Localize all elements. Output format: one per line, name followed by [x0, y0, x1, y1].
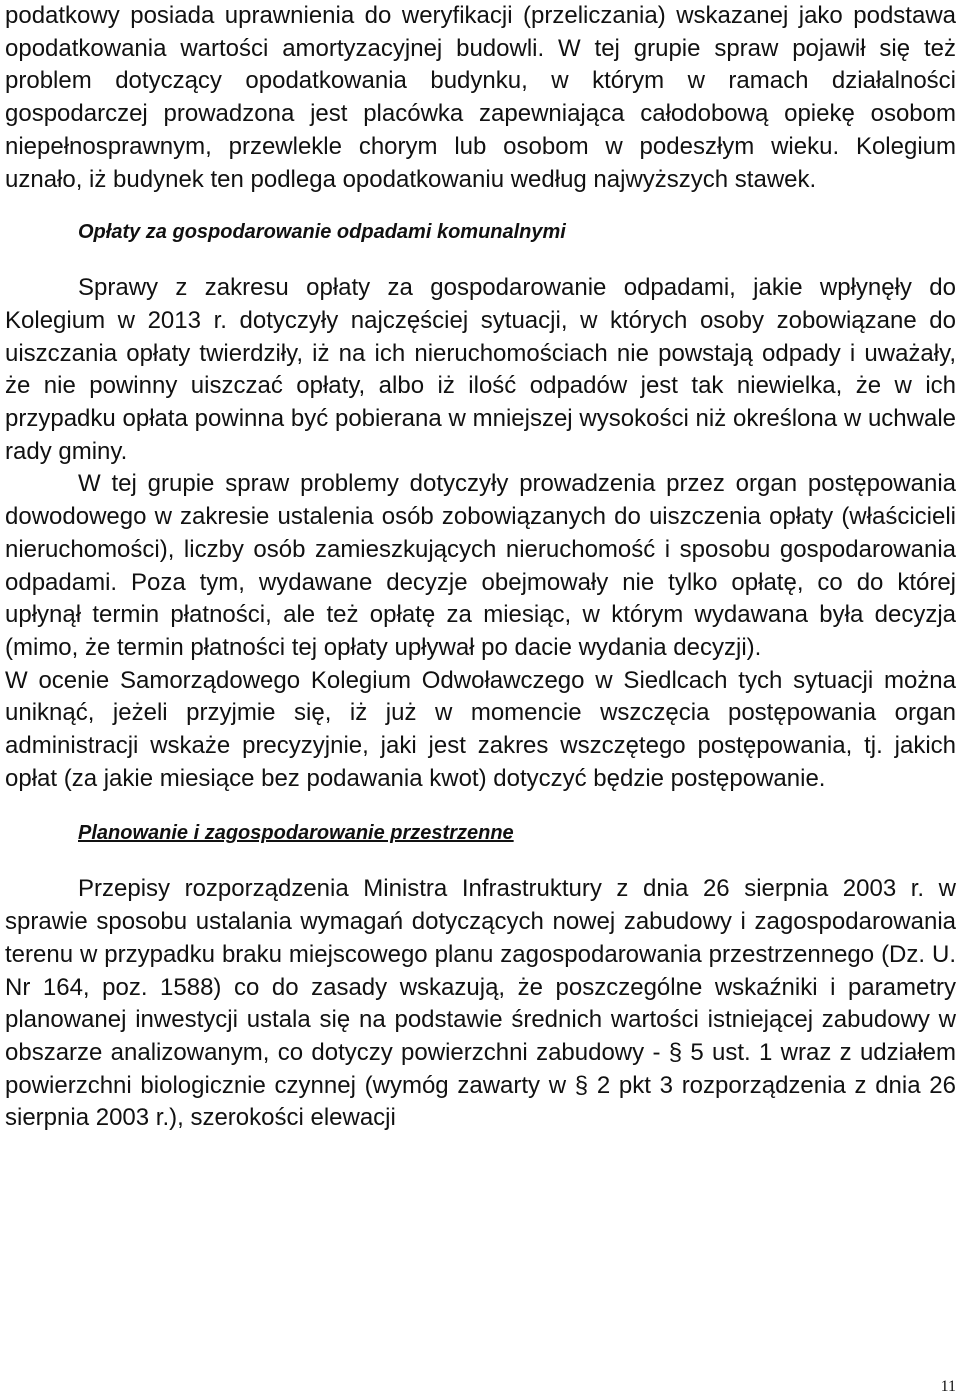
page-number: 11: [940, 1378, 956, 1395]
section-heading-spatial-planning: Planowanie i zagospodarowanie przestrzenne: [78, 822, 514, 845]
paragraph-waste-fee-cases: Sprawy z zakresu opłaty za gospodarowanie odpadami, jakie wpłynęły do Kolegium w 2013 r. dotyczyły najczęściej sytuacji, w których osoby zobowiązane do uiszczania opłaty twierdziły, iż na ich nieruchomościach nie powstają odpady i uważały, że nie powinny uiszczać opłaty, albo iż ilość odpadów jest tak niewielka, że w ich przypadku opłata powinna być pobierana w mniejszej wysokości niż określona w uchwale rady gminy.: [5, 274, 956, 465]
paragraph-waste-fee-problems: W tej grupie spraw problemy dotyczyły prowadzenia przez organ postępowania dowodowego w zakresie ustalenia osób zobowiązanych do uiszczenia opłaty (właścicieli nieruchomości), liczby osób zamieszkujących nieruchomość i sposobu gospodarowania odpadami. Poza tym, wydawane decyzje obejmowały nie tylko opłatę, co do której upłynął termin płatności, ale też opłatę za miesiąc, w którym wydawana była decyzja (mimo, że termin płatności tej opłaty upływał po dacie wydania decyzji).: [5, 470, 956, 661]
section-heading-waste-fees: Opłaty za gospodarowanie odpadami komunalnymi: [78, 221, 566, 244]
paragraph-building-tax: podatkowy posiada uprawnienia do weryfikacji (przeliczania) wskazanej jako podstawa opodatkowania wartości amortyzacyjnej budowli. W tej grupie spraw pojawił się też problem dotyczący opodatkowania budynku, w którym w ramach działalności gospodarczej prowadzona jest placówka zapewniająca całodobową opiekę osobom niepełnosprawnym, przewlekle chorym lub osobom w podeszłym wieku. Kolegium uznało, iż budynek ten podlega opodatkowaniu według najwyższych stawek.: [5, 2, 956, 193]
document-page: [5, 0, 956, 1135]
paragraph-spatial-regulation: Przepisy rozporządzenia Ministra Infrastruktury z dnia 26 sierpnia 2003 r. w sprawie sposobu ustalania wymagań dotyczących nowej zabudowy i zagospodarowania terenu w przypadku braku miejscowego planu zagospodarowania przestrzennego (Dz. U. Nr 164, poz. 1588) co do zasady wskazują, że poszczególne wskaźniki i parametry planowanej inwestycji ustala się na podstawie średnich wartości istniejącej zabudowy w obszarze analizowanym, co dotyczy powierzchni zabudowy - § 5 ust. 1 wraz z udziałem powierzchni biologicznie czynnej (wymóg zawarty w § 2 pkt 3 rozporządzenia z dnia 26 sierpnia 2003 r.), szerokości elewacji: [5, 875, 956, 1132]
paragraph-college-opinion: W ocenie Samorządowego Kolegium Odwoławczego w Siedlcach tych sytuacji można uniknąć, jeżeli przyjmie się, iż już w momencie wszczęcia postępowania organ administracji wskaże precyzyjnie, jaki jest zakres wszczętego postępowania, tj. jakich opłat (za jakie miesiące bez podawania kwot) dotyczyć będzie postępowanie.: [5, 666, 956, 792]
